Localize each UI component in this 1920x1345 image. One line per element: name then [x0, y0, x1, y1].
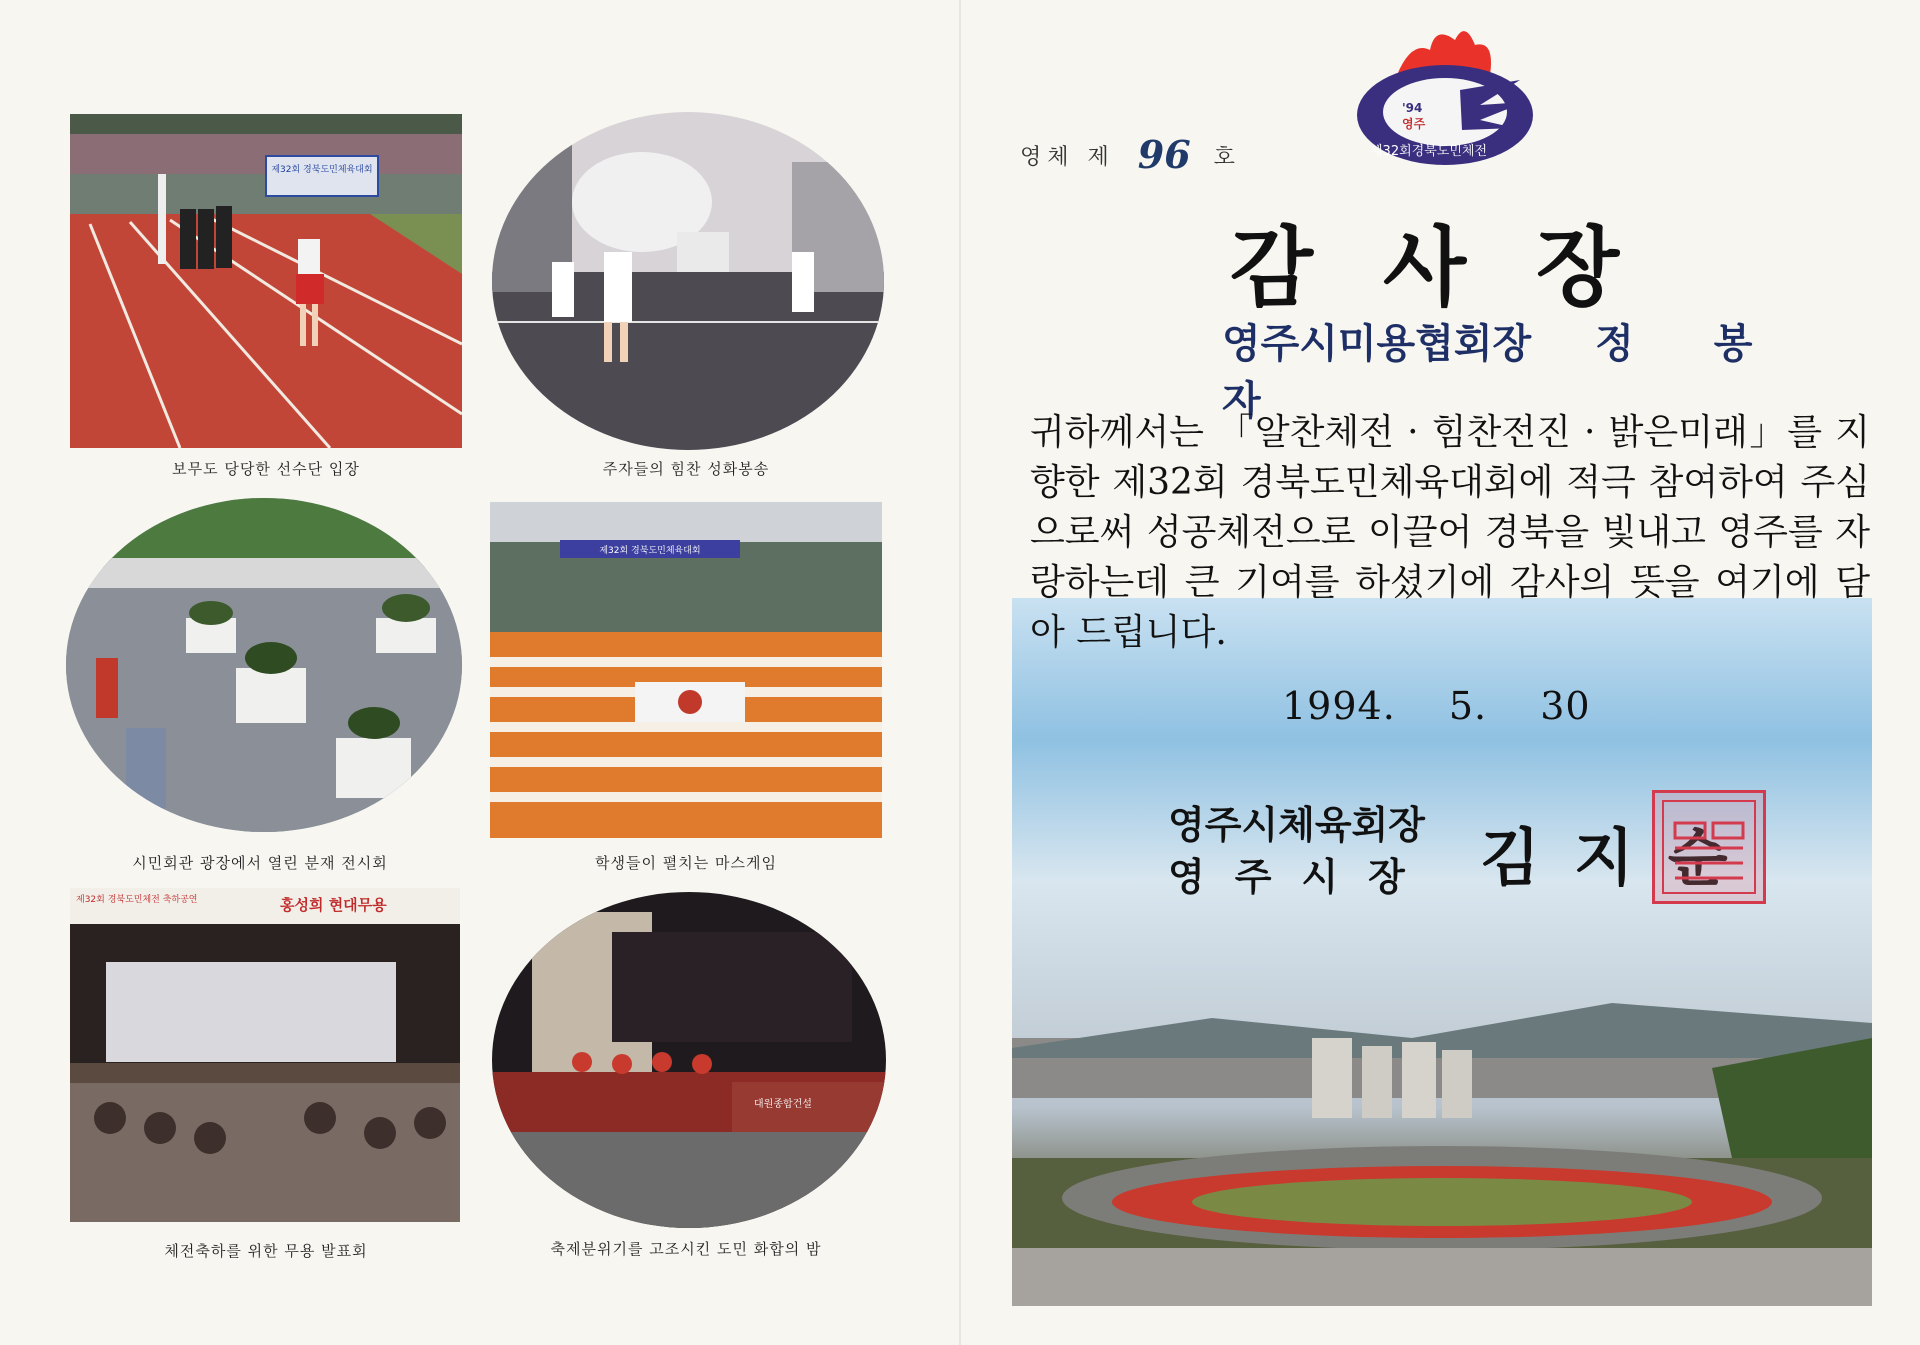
logo-ring-text: 제32회경북도민체전: [1370, 144, 1488, 159]
logo-city: 영주: [1402, 117, 1426, 131]
caption-2: 주자들의 힘찬 성화봉송: [602, 460, 770, 478]
banner-text: 제32회 경북도민체육대회: [271, 165, 373, 175]
photo-torch-relay: [492, 112, 884, 450]
serial-suffix: 호: [1213, 145, 1241, 170]
signer-name: 김지순: [1480, 821, 1762, 894]
photo-bonsai-exhibit: [66, 498, 462, 832]
certificate-body: 귀하께서는 「알찬체전 · 힘찬전진 · 밝은미래」를 지향한 제32회 경북도민체육대회에 적극 참여하여 주심으로써 성공체전으로 이끌어 경북을 빛내고 영주를 자랑하는데 큰 기여를 하셨기에 감사의 뜻을 여기에 담아 드립니다.: [1030, 412, 1870, 653]
caption-4: 학생들이 펼치는 마스게임: [595, 854, 777, 872]
serial-number-line: [1020, 128, 1241, 177]
certificate-title: 감사장: [1230, 217, 1690, 318]
recipient-name: 정봉자: [1222, 320, 1833, 424]
issue-date: 1994. 5. 30: [1282, 684, 1591, 728]
banner-text: 제32회 경북도민체전 축하공연: [76, 895, 198, 905]
photo-dance-recital: [70, 888, 460, 1222]
photo-mass-game: [490, 502, 882, 838]
caption-6: 축제분위기를 고조시킨 도민 화합의 밤: [550, 1240, 822, 1258]
official-seal-stamp: [1652, 790, 1766, 904]
photo-night-concert: [492, 892, 886, 1228]
stage-sign-text: 대원종합건설: [754, 1099, 812, 1110]
issuer-title-1: 영주시체육회장: [1168, 802, 1425, 847]
certificate-page: [960, 0, 1920, 1345]
photo-athletes-entrance: [70, 114, 462, 448]
logo-year: '94: [1402, 101, 1423, 115]
recipient-title: 영주시미용협회장: [1222, 320, 1532, 367]
issuer-title-2: 영주시장: [1168, 854, 1435, 899]
caption-1: 보무도 당당한 선수단 입장: [172, 460, 360, 478]
serial-prefix: 영체 제: [1020, 145, 1115, 170]
serial-number: 96: [1137, 132, 1191, 177]
event-logo: [1350, 20, 1540, 170]
caption-3: 시민회관 광장에서 열린 분재 전시회: [132, 854, 388, 872]
banner-text: 제32회 경북도민체육대회: [599, 546, 701, 556]
caption-5: 체전축하를 위한 무용 발표회: [164, 1242, 368, 1260]
banner-text: 홍성희 현대무용: [280, 896, 387, 914]
